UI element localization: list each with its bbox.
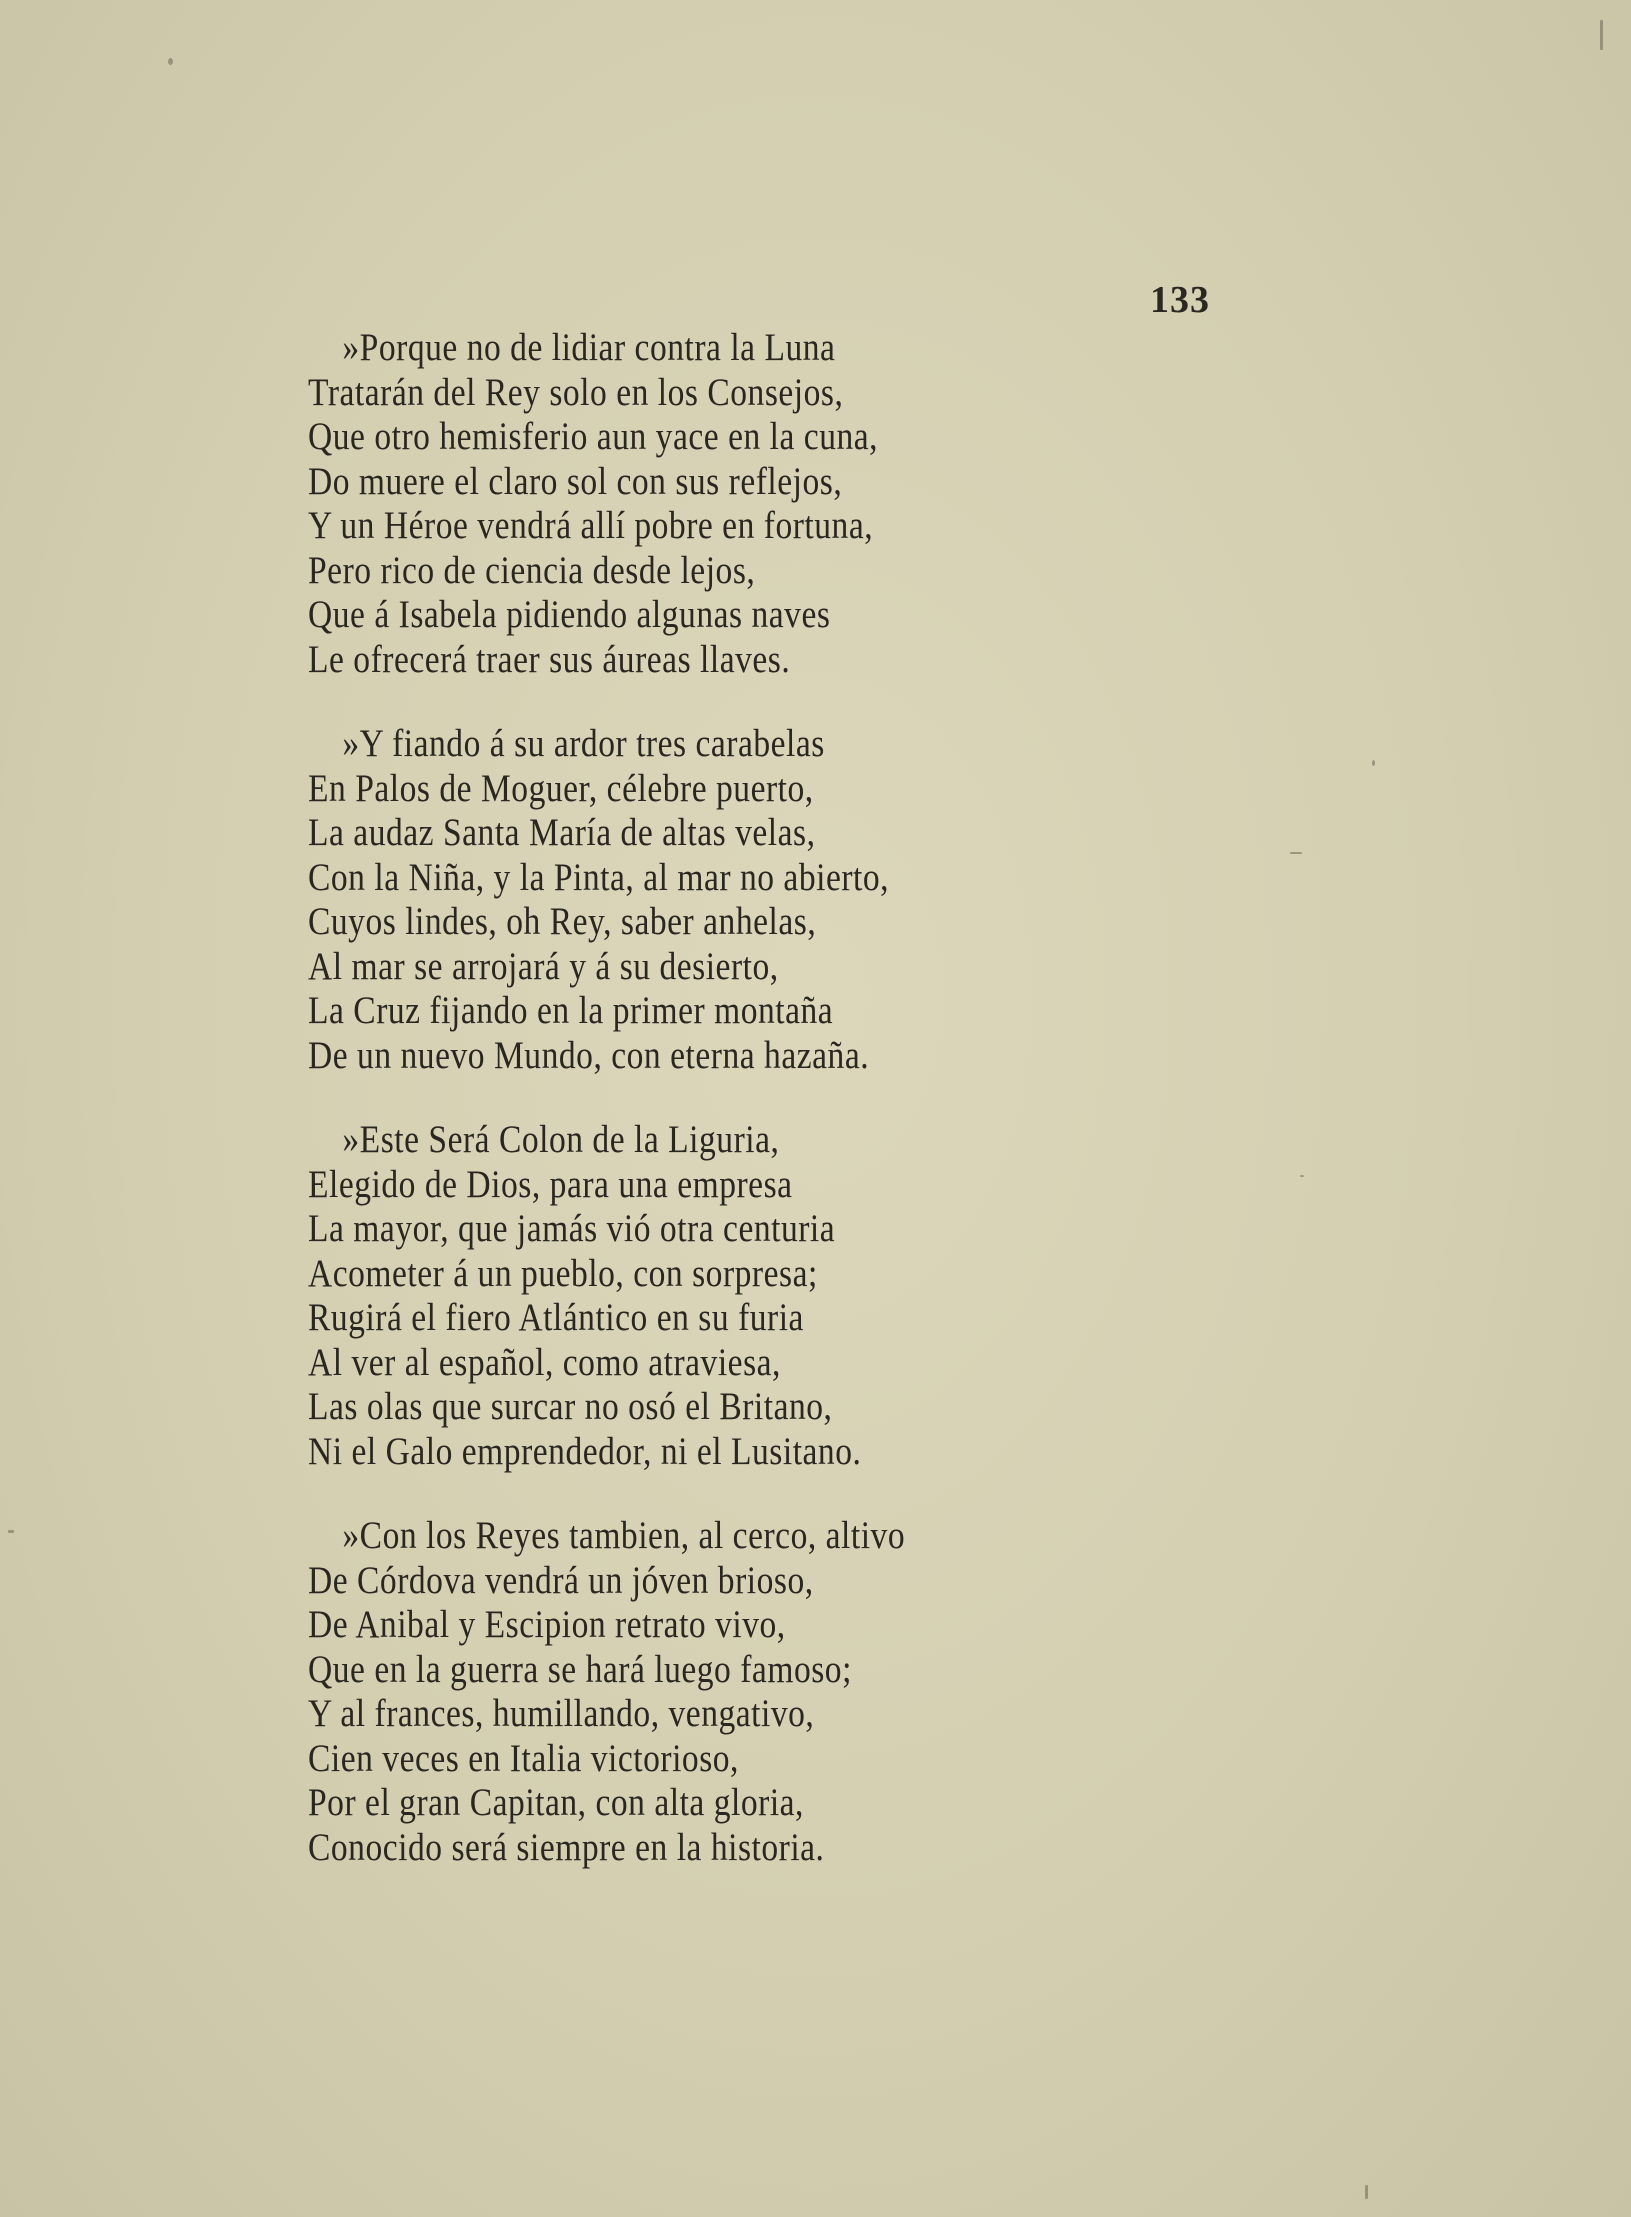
paper-speck xyxy=(1290,852,1302,854)
paper-speck xyxy=(168,58,173,65)
verse-line: Por el gran Capitan, con alta gloria, xyxy=(308,1781,804,1824)
verse-line: Cuyos lindes, oh Rey, saber anhelas, xyxy=(308,900,817,943)
verse-line: Que á Isabela pidiendo algunas naves xyxy=(308,593,831,636)
poem xyxy=(308,326,1138,1910)
stanza xyxy=(308,1514,1138,1870)
verse-line: »Este Será Colon de la Liguria, xyxy=(342,1118,780,1161)
verse-line: Rugirá el fiero Atlántico en su furia xyxy=(308,1296,804,1339)
verse-line: De un nuevo Mundo, con eterna hazaña. xyxy=(308,1033,870,1077)
paper-speck xyxy=(1372,760,1375,766)
stanza xyxy=(308,326,1138,682)
verse-line: Con la Niña, y la Pinta, al mar no abierto, xyxy=(308,855,890,899)
verse-line: La mayor, que jamás vió otra centuria xyxy=(308,1207,836,1250)
paper-speck xyxy=(8,1530,14,1533)
verse-line: Al ver al español, como atraviesa, xyxy=(308,1340,781,1384)
verse-line: Al mar se arrojará y á su desierto, xyxy=(308,944,779,988)
verse-line: »Y fiando á su ardor tres carabelas xyxy=(342,722,825,765)
verse-line: Que en la guerra se hará luego famoso; xyxy=(308,1647,852,1691)
verse-line: Acometer á un pueblo, con sorpresa; xyxy=(308,1251,818,1295)
verse-line: De Córdova vendrá un jóven brioso, xyxy=(308,1558,814,1602)
verse-line: Las olas que surcar no osó el Britano, xyxy=(308,1385,833,1428)
verse-line: Pero rico de ciencia desde lejos, xyxy=(308,548,756,592)
verse-line: »Porque no de lidiar contra la Luna xyxy=(342,326,836,369)
verse-line: La audaz Santa María de altas velas, xyxy=(308,811,816,854)
verse-line: Cien veces en Italia victorioso, xyxy=(308,1736,739,1780)
verse-line: Y al frances, humillando, vengativo, xyxy=(308,1692,815,1735)
verse-line: Y un Héroe vendrá allí pobre en fortuna, xyxy=(308,504,874,547)
verse-line: Que otro hemisferio aun yace en la cuna, xyxy=(308,415,879,458)
verse-line: Do muere el claro sol con sus reflejos, xyxy=(308,459,843,503)
paper-speck xyxy=(1300,1175,1304,1177)
verse-line: Le ofrecerá traer sus áureas llaves. xyxy=(308,637,791,681)
verse-line: Elegido de Dios, para una empresa xyxy=(308,1162,793,1206)
verse-line: En Palos de Moguer, célebre puerto, xyxy=(308,766,814,810)
verse-line: De Anibal y Escipion retrato vivo, xyxy=(308,1603,786,1646)
verse-line: Conocido será siempre en la historia. xyxy=(308,1825,825,1869)
verse-line: La Cruz fijando en la primer montaña xyxy=(308,989,834,1032)
verse-line: Ni el Galo emprendedor, ni el Lusitano. xyxy=(308,1429,862,1473)
paper-speck xyxy=(1365,2185,1368,2199)
verse-line: Tratarán del Rey solo en los Consejos, xyxy=(308,370,844,414)
stanza xyxy=(308,1118,1138,1474)
verse-line: »Con los Reyes tambien, al cerco, altivo xyxy=(342,1514,906,1557)
page-number: 133 xyxy=(1150,279,1210,321)
stanza xyxy=(308,722,1138,1078)
paper-speck xyxy=(1600,20,1603,50)
